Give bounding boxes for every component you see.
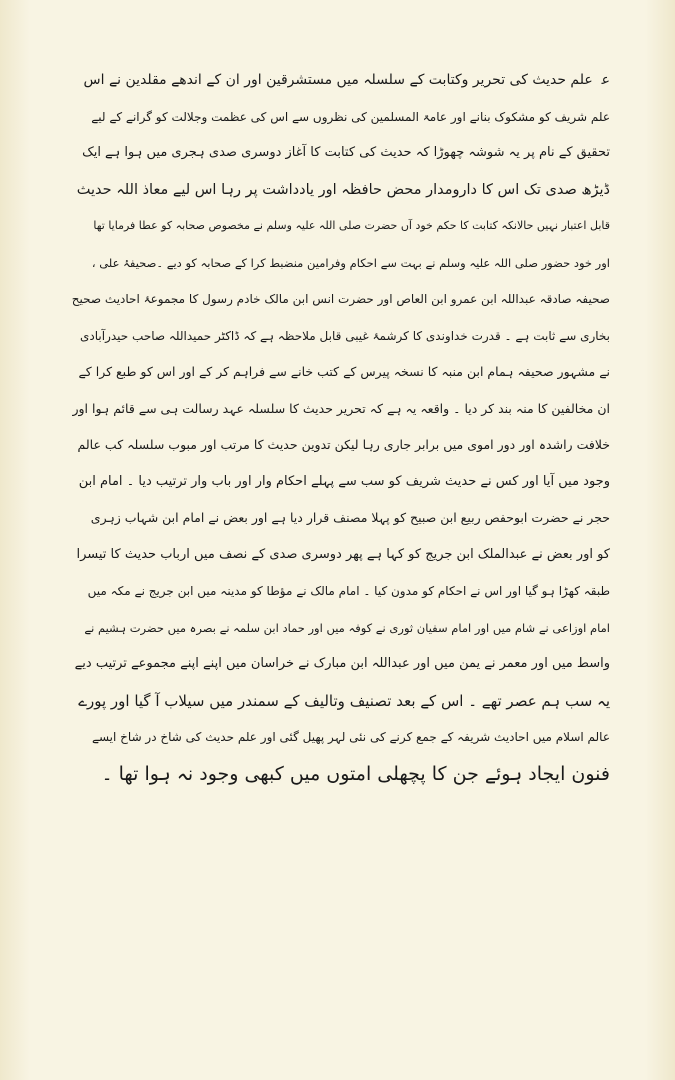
text-line: وجود میں آیا اور کس نے حدیث شریف کو سب سے پہلے احکام وار اور باب وار ترتیب دیا ۔ امام ابن	[78, 473, 610, 489]
text-line: امام اوزاعی نے شام میں اور امام سفیان ثوری نے کوفہ میں اور حماد ابن سلمہ نے بصرہ میں حضرت ہشیم نے	[84, 620, 610, 635]
text-line: تحقیق کے نام پر یہ شوشہ چھوڑا کہ حدیث کی کتابت کا آغاز دوسری صدی ہجری میں ہوا ہے ایک	[82, 145, 610, 160]
text-line: نے مشہور صحیفہ ہمام ابن منبہ کا نسخہ پیرس کے کتب خانے سے فراہم کر کے اور اس کو طبع کرا کے	[78, 364, 610, 379]
text-line: واسط میں اور معمر نے یمن میں اور عبداللہ ابن مبارک نے خراسان میں اپنے اپنے مجموعے ترتیب دیے	[74, 656, 610, 671]
text-line: اور خود حضور صلی اللہ علیہ وسلم نے بہت سے احکام وفرامین منضبط کرا کے صحابہ کو دیے ۔صحیفۂ علی ،	[91, 255, 610, 270]
text-line: قابل اعتبار نہیں حالانکہ کتابت کا حکم خود آں حضرت صلی اللہ علیہ وسلم نے مخصوص صحابہ کو عطا فرمایا تھا	[93, 219, 610, 232]
text-line: بخاری سے ثابت ہے ۔ قدرت خداوندی کا کرشمۂ غیبی قابل ملاحظہ ہے کہ ڈاکٹر حمیداللہ صاحب حیدرآبادی	[80, 328, 610, 343]
text-line: عالم اسلام میں احادیث شریفہ کے جمع کرنے کی نئی لہر پھیل گئی اور علم حدیث کی شاخ در شاخ ایسے	[91, 730, 610, 744]
text-line: فنون ایجاد ہوئے جن کا پچھلی امتوں میں کبھی وجود نہ ہوا تھا ۔	[101, 762, 610, 785]
text-line: طبقہ کھڑا ہو گیا اور اس نے احکام کو مدون کیا ۔ امام مالک نے مؤطا کو مدینہ میں ابن جریج نے مکہ میں	[87, 584, 610, 598]
text-line: ان مخالفین کا منہ بند کر دیا ۔ واقعہ یہ ہے کہ تحریر حدیث کا سلسلہ عہد رسالت ہی سے قائم ہوا اور	[72, 400, 610, 416]
text-line: صحیفہ صادقہ عبداللہ ابن عمرو ابن العاص اور حضرت انس ابن مالک خادم رسول کا مجموعۂ احادیث صحیح	[72, 292, 610, 306]
text-line: خلافت راشدہ اور دور اموی میں برابر جاری رہا لیکن تدوین حدیث کا مرتب اور مبوب سلسلہ کب عالم	[77, 437, 610, 452]
text-line: کو اور بعض نے عبدالملک ابن جریج کو کہا ہے پھر دوسری صدی کے نصف میں ارباب حدیث کا تیسرا	[76, 546, 610, 562]
text-line: ع‍ ‍‍ علم حدیث کی تحریر وکتابت کے سلسلہ میں مستشرقین اور ان کے اندھے مقلدین نے اس	[83, 72, 610, 88]
text-line: حجر نے حضرت ابوحفص ربیع ابن صبیح کو پہلا مصنف قرار دیا ہے اور بعض نے امام ابن شہاب زہری	[90, 510, 610, 525]
text-line: ڈیڑھ صدی تک اس کا دارومدار محض حافظہ اور یادداشت پر رہا اس لیے معاذ اللہ حدیث	[76, 181, 610, 198]
urdu-text-block	[72, 62, 610, 792]
text-line: علم شریف کو مشکوک بنانے اور عامۃ المسلمین کی نظروں سے اس کی عظمت وجلالت کو گرانے کے لیے	[91, 109, 610, 124]
text-line: یہ سب ہم عصر تھے ۔ اس کے بعد تصنیف وتالیف کے سمندر میں سیلاب آ گیا اور پورے	[78, 691, 610, 710]
